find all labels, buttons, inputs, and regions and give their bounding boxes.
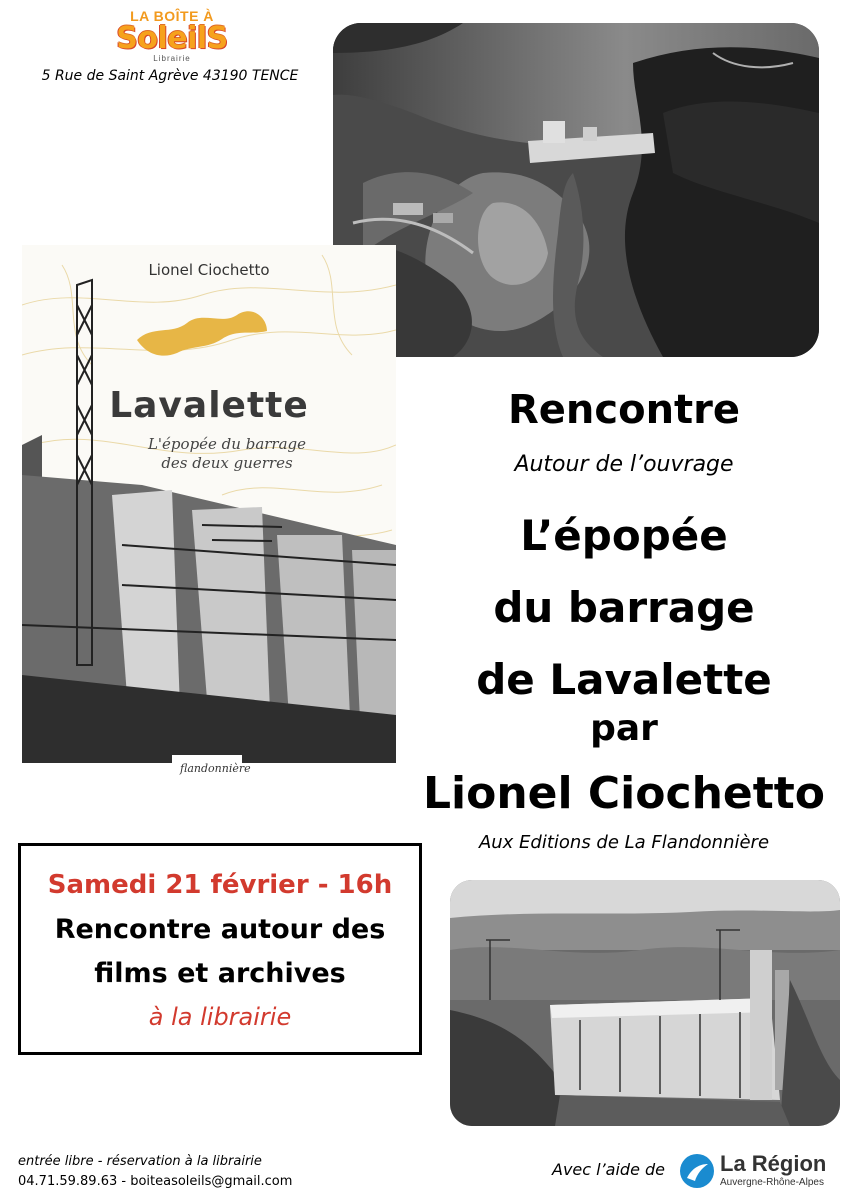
- region-logo: [680, 1150, 840, 1194]
- logo-sub-text: Librairie: [153, 54, 191, 63]
- cover-subtitle-line1: L'épopée du barrage: [147, 435, 307, 453]
- headline-editions: Aux Editions de La Flandonnière: [478, 832, 770, 853]
- region-sub: Auvergne-Rhône-Alpes: [720, 1177, 824, 1188]
- cover-subtitle: [77, 435, 377, 473]
- headline-par: par: [590, 708, 658, 749]
- event-place: à la librairie: [148, 1003, 292, 1031]
- footer-entry: entrée libre - réservation à la librairie: [18, 1154, 262, 1169]
- headline-author: Lionel Ciochetto: [422, 768, 826, 819]
- cover-author: Lionel Ciochetto: [148, 261, 270, 279]
- cover-subtitle-line2: des deux guerres: [161, 454, 293, 472]
- region-circle-icon: [680, 1154, 714, 1188]
- title-line1: L’épopée: [520, 511, 728, 560]
- dam-construction-photo: [450, 880, 840, 1126]
- logo-main-text: SoleilS: [116, 21, 228, 56]
- event-box: [18, 843, 422, 1055]
- event-date: Samedi 21 février - 16h: [47, 870, 393, 900]
- aerial-dam-photo: [333, 23, 819, 357]
- title-line2: du barrage: [493, 583, 755, 632]
- title-line3: de Lavalette: [476, 655, 772, 704]
- footer-info: [18, 1152, 292, 1192]
- logo-top-text: LA BOÎTE À: [130, 8, 214, 24]
- shop-address: 5 Rue de Saint Agrève 43190 TENCE: [41, 68, 299, 84]
- cover-publisher: flandonnière: [180, 762, 251, 775]
- region-name: La Région: [720, 1151, 827, 1176]
- headline-rencontre: Rencontre: [507, 387, 741, 433]
- event-desc-line1: Rencontre autour des: [54, 914, 386, 945]
- book-title-block: [400, 500, 848, 716]
- bookshop-logo: [108, 8, 236, 66]
- cover-illustration: [22, 245, 396, 763]
- footer-contact: 04.71.59.89.63 - boiteasoleils@gmail.com: [18, 1174, 293, 1189]
- footer-avec: Avec l’aide de: [552, 1160, 666, 1179]
- headline-autour: Autour de l’ouvrage: [514, 452, 734, 477]
- cover-title: Lavalette: [109, 385, 309, 426]
- event-description: [21, 908, 419, 996]
- book-cover: [22, 245, 396, 763]
- event-desc-line2: films et archives: [94, 958, 346, 989]
